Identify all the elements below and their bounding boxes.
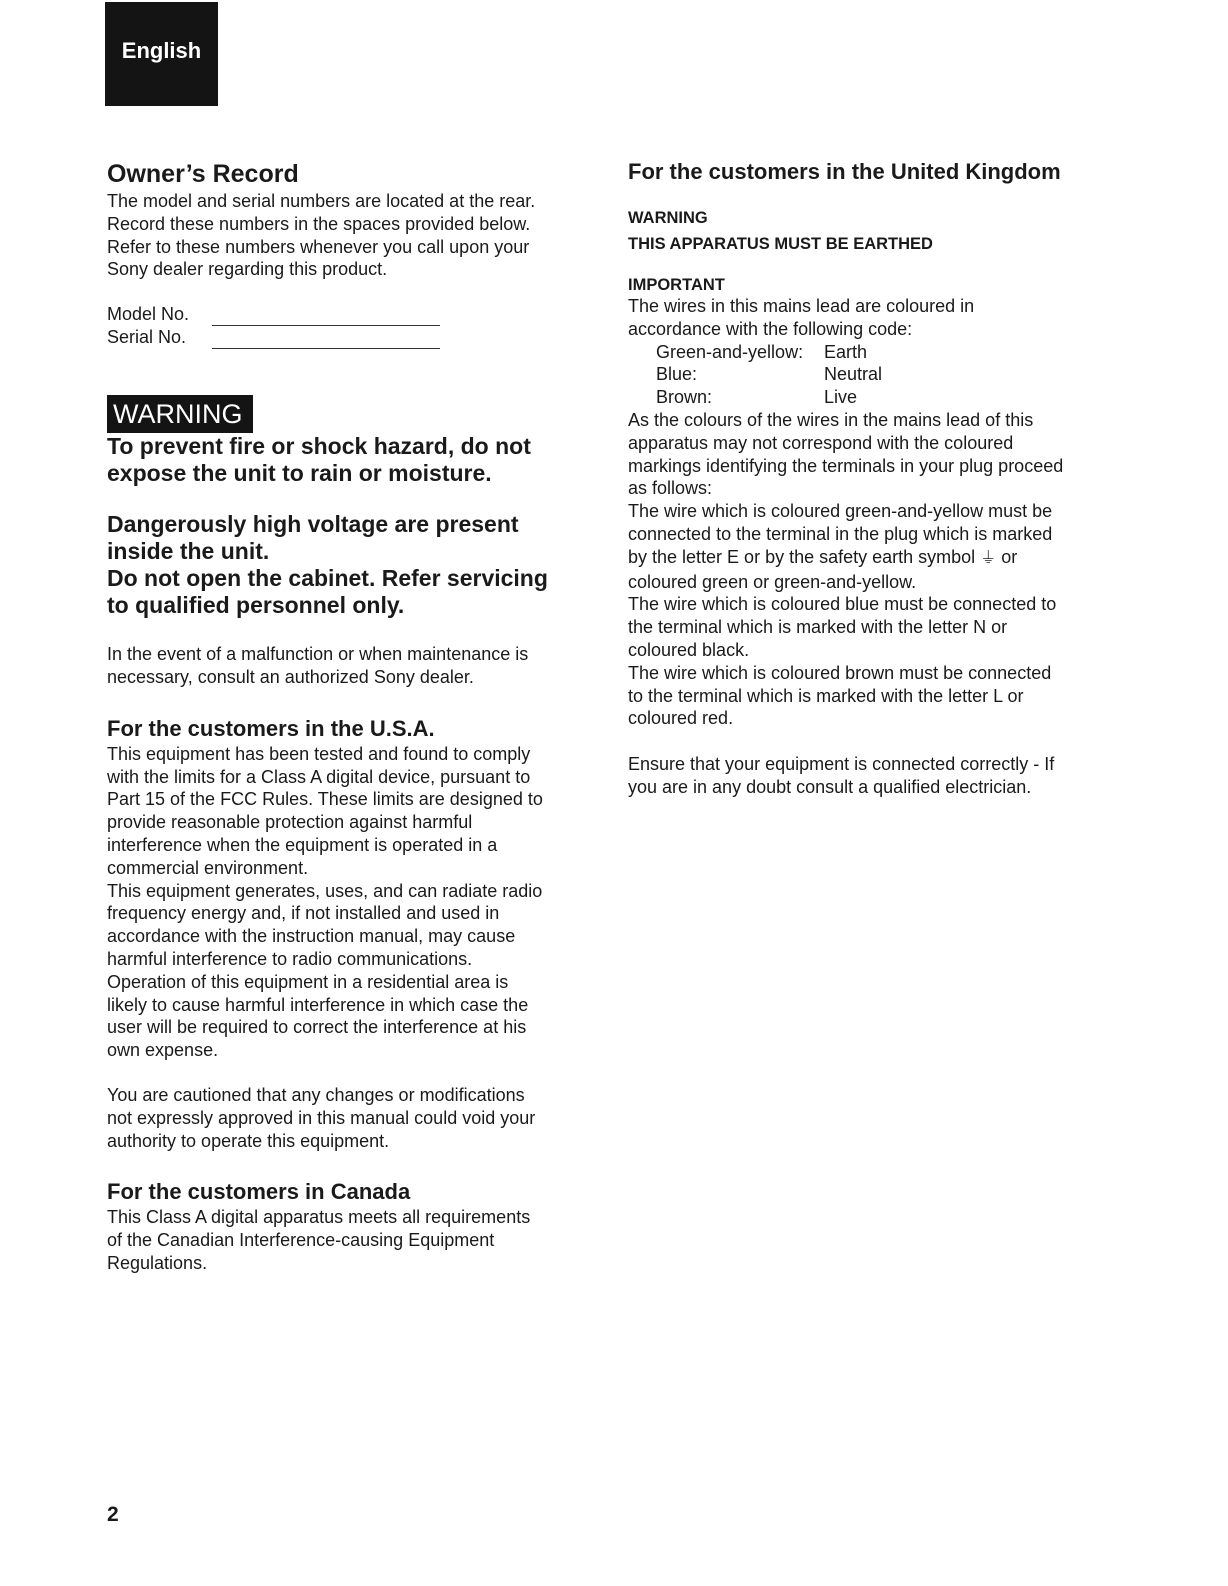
text-line: apparatus may not correspond with the coloured xyxy=(628,432,1014,453)
text-line: You are cautioned that any changes or modifications xyxy=(107,1084,525,1105)
text-line: The wire which is coloured green-and-yellow must be xyxy=(628,501,1053,522)
text-line: This equipment generates, uses, and can radiate radio xyxy=(107,880,543,901)
text-line: Record these numbers in the spaces provided below. xyxy=(107,213,531,234)
owners-record-body xyxy=(107,190,597,281)
model-number-label: Model No. xyxy=(107,304,190,325)
text-line: harmful interference to radio communications. xyxy=(107,948,473,969)
text-line: not expressly approved in this manual could void your xyxy=(107,1107,536,1128)
wire-code-row xyxy=(656,386,1118,409)
warning-line: Dangerously high voltage are present xyxy=(107,511,519,538)
text-line: likely to cause harmful interference in which case the xyxy=(107,994,529,1015)
text-line: Ensure that your equipment is connected correctly - If xyxy=(628,754,1055,775)
text-fragment: by the letter E or by the safety earth symbol xyxy=(628,546,976,567)
text-line: The wire which is coloured blue must be connected to xyxy=(628,594,1057,615)
uk-earthed-notice: THIS APPARATUS MUST BE EARTHED xyxy=(628,235,933,253)
text-line: This Class A digital apparatus meets all requirements xyxy=(107,1207,531,1228)
text-line: frequency energy and, if not installed and used in xyxy=(107,903,500,924)
text-line: connected to the terminal in the plug which is marked xyxy=(628,523,1053,544)
earth-symbol-line xyxy=(628,546,1118,571)
text-line: accordance with the instruction manual, may cause xyxy=(107,926,516,947)
earth-symbol-icon: ⏚ xyxy=(980,549,997,567)
owners-record-heading: Owner’s Record xyxy=(107,160,299,188)
text-line: you are in any doubt consult a qualified electrician. xyxy=(628,776,1032,797)
text-line: provide reasonable protection against harmful xyxy=(107,812,473,833)
usa-caution xyxy=(107,1084,597,1152)
text-line: authority to operate this equipment. xyxy=(107,1130,390,1151)
warning-line: To prevent fire or shock hazard, do not xyxy=(107,433,531,460)
text-line: Regulations. xyxy=(107,1252,208,1273)
text-line: to the terminal which is marked with the letter L or xyxy=(628,685,1024,706)
wire-code-row xyxy=(656,341,1118,364)
wire-colour: Brown: xyxy=(656,387,713,408)
wire-colour: Blue: xyxy=(656,364,698,385)
usa-fcc-statement xyxy=(107,743,597,1062)
text-line: coloured red. xyxy=(628,708,734,729)
text-line: The wires in this mains lead are coloured in xyxy=(628,296,975,316)
warning-line: to qualified personnel only. xyxy=(107,592,405,619)
uk-heading: For the customers in the United Kingdom xyxy=(628,159,1061,184)
text-line: Part 15 of the FCC Rules. These limits are designed to xyxy=(107,789,543,810)
text-line: the terminal which is marked with the letter N or xyxy=(628,617,1008,638)
wire-code-row xyxy=(656,363,1118,386)
model-number-row xyxy=(107,303,597,326)
canada-statement xyxy=(107,1206,597,1274)
text-line: Operation of this equipment in a residential area is xyxy=(107,971,509,992)
text-line: As the colours of the wires in the mains lead of this xyxy=(628,409,1034,430)
wire-meaning: Neutral xyxy=(824,364,883,385)
language-tab: English xyxy=(105,2,218,106)
wire-meaning: Live xyxy=(824,387,858,408)
canada-heading: For the customers in Canada xyxy=(107,1179,411,1205)
text-line: necessary, consult an authorized Sony dealer. xyxy=(107,666,474,687)
text-fragment: or xyxy=(1001,546,1018,567)
warning-line: inside the unit. xyxy=(107,538,270,565)
uk-ensure-notice xyxy=(628,753,1118,799)
usa-heading: For the customers in the U.S.A. xyxy=(107,715,435,741)
text-line: with the limits for a Class A digital device, pursuant to xyxy=(107,766,531,787)
text-line: The model and serial numbers are located at the rear. xyxy=(107,191,536,211)
text-line: Sony dealer regarding this product. xyxy=(107,259,388,280)
text-line: Refer to these numbers whenever you call upon your xyxy=(107,236,530,257)
wire-meaning: Earth xyxy=(824,341,868,362)
warning-statement-voltage xyxy=(107,511,597,619)
page-number: 2 xyxy=(107,1503,119,1526)
text-line: This equipment has been tested and found to comply xyxy=(107,743,531,764)
text-line: as follows: xyxy=(628,478,713,499)
serial-number-row xyxy=(107,326,597,349)
text-line: coloured green or green-and-yellow. xyxy=(628,571,917,592)
serial-number-blank xyxy=(212,333,440,349)
left-column xyxy=(107,158,597,1275)
uk-wiring-instructions xyxy=(628,409,1118,730)
text-line: own expense. xyxy=(107,1040,219,1061)
text-line: coloured black. xyxy=(628,639,750,660)
serial-number-label: Serial No. xyxy=(107,327,187,348)
text-line: accordance with the following code: xyxy=(628,318,913,339)
text-line: of the Canadian Interference-causing Equipment xyxy=(107,1230,495,1251)
text-line: The wire which is coloured brown must be connected xyxy=(628,662,1052,683)
uk-important-label: IMPORTANT xyxy=(628,276,725,294)
text-line: In the event of a malfunction or when maintenance is xyxy=(107,644,529,665)
text-line: user will be required to correct the interference at his xyxy=(107,1017,527,1038)
warning-line: expose the unit to rain or moisture. xyxy=(107,460,492,487)
text-line: markings identifying the terminals in your plug proceed xyxy=(628,455,1064,476)
uk-warning-label: WARNING xyxy=(628,209,708,227)
uk-intro xyxy=(628,295,1118,341)
warning-line: Do not open the cabinet. Refer servicing xyxy=(107,565,548,592)
right-column xyxy=(628,158,1118,799)
warning-statement-fire xyxy=(107,433,597,487)
warning-badge: WARNING xyxy=(107,395,253,433)
wire-colour-code-table xyxy=(656,341,1118,409)
malfunction-notice xyxy=(107,643,597,689)
model-number-blank xyxy=(212,310,440,326)
text-line: commercial environment. xyxy=(107,857,309,878)
wire-colour: Green-and-yellow: xyxy=(656,341,804,362)
text-line: interference when the equipment is operated in a xyxy=(107,834,498,855)
